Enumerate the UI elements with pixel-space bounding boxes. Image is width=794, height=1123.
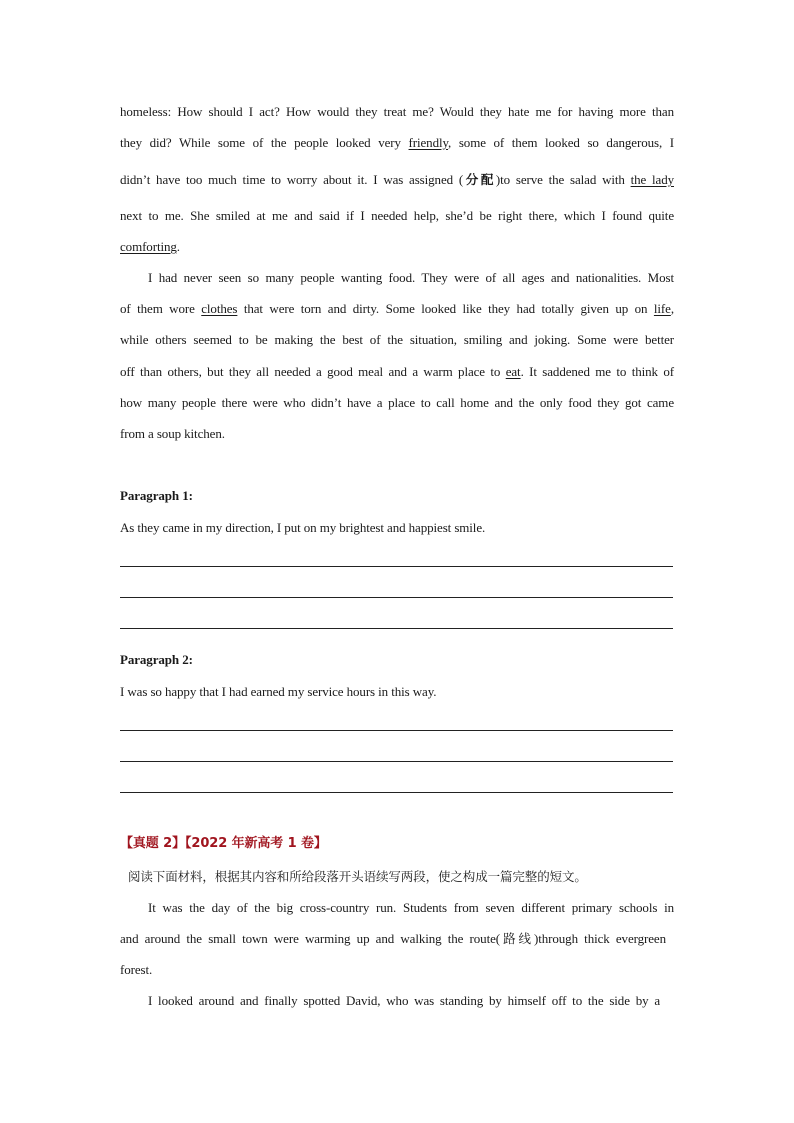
passage-line: while others seemed to be making the best of the situation, smiling and joking. Some were better <box>120 332 674 347</box>
writing-line[interactable] <box>120 566 673 567</box>
paragraph-2-heading: Paragraph 2: <box>120 652 193 667</box>
paragraph-1-heading: Paragraph 1: <box>120 488 193 503</box>
underlined-word: comforting <box>120 239 177 254</box>
passage-line: forest. <box>120 962 153 977</box>
passage-line: I had never seen so many people wanting food. They were of all ages and nationalities. Most <box>148 270 674 285</box>
passage-line: off than others, but they all needed a good meal and a warm place to eat. It saddened me to think of <box>120 364 674 379</box>
passage-line: I looked around and finally spotted David, who was standing by himself off to the side by a <box>148 993 660 1008</box>
paragraph-2-opening: I was so happy that I had earned my service hours in this way. <box>120 684 437 699</box>
underlined-word: eat <box>505 364 521 379</box>
writing-line[interactable] <box>120 628 673 629</box>
passage-line: they did? While some of the people looked very friendly, some of them looked so dangerous, I <box>120 135 674 150</box>
passage-line: and around the small town were warming up and walking the route(路线)through thick evergreen <box>120 931 666 946</box>
section-title: 【真题 2】【2022 年新高考 1 卷】 <box>120 836 327 851</box>
instruction-text: 阅读下面材料，根据其内容和所给段落开头语续写两段，使之构成一篇完整的短文。 <box>128 869 587 884</box>
passage-line: next to me. She smiled at me and said if I needed help, she’d be right there, which I found quite <box>120 208 674 223</box>
passage-line: how many people there were who didn’t have a place to call home and the only food they got came <box>120 395 674 410</box>
writing-line[interactable] <box>120 792 673 793</box>
underlined-word: friendly <box>408 135 449 150</box>
passage-line: It was the day of the big cross-country run. Students from seven different primary schools in <box>148 900 674 915</box>
underlined-word: life <box>653 301 671 316</box>
passage-line: from a soup kitchen. <box>120 426 225 441</box>
writing-line[interactable] <box>120 761 673 762</box>
writing-line[interactable] <box>120 730 673 731</box>
passage-line: of them wore clothes that were torn and dirty. Some looked like they had totally given up on life, <box>120 301 674 316</box>
passage-line: didn’t have too much time to worry about it. I was assigned (分配)to serve the salad with the lady <box>120 172 674 187</box>
writing-line[interactable] <box>120 597 673 598</box>
underlined-word: the lady <box>630 172 674 187</box>
passage-line: homeless: How should I act? How would they treat me? Would they hate me for having more than <box>120 104 674 119</box>
underlined-word: clothes <box>201 301 238 316</box>
paragraph-1-opening: As they came in my direction, I put on my brightest and happiest smile. <box>120 520 486 535</box>
passage-line: comforting. <box>120 239 180 254</box>
